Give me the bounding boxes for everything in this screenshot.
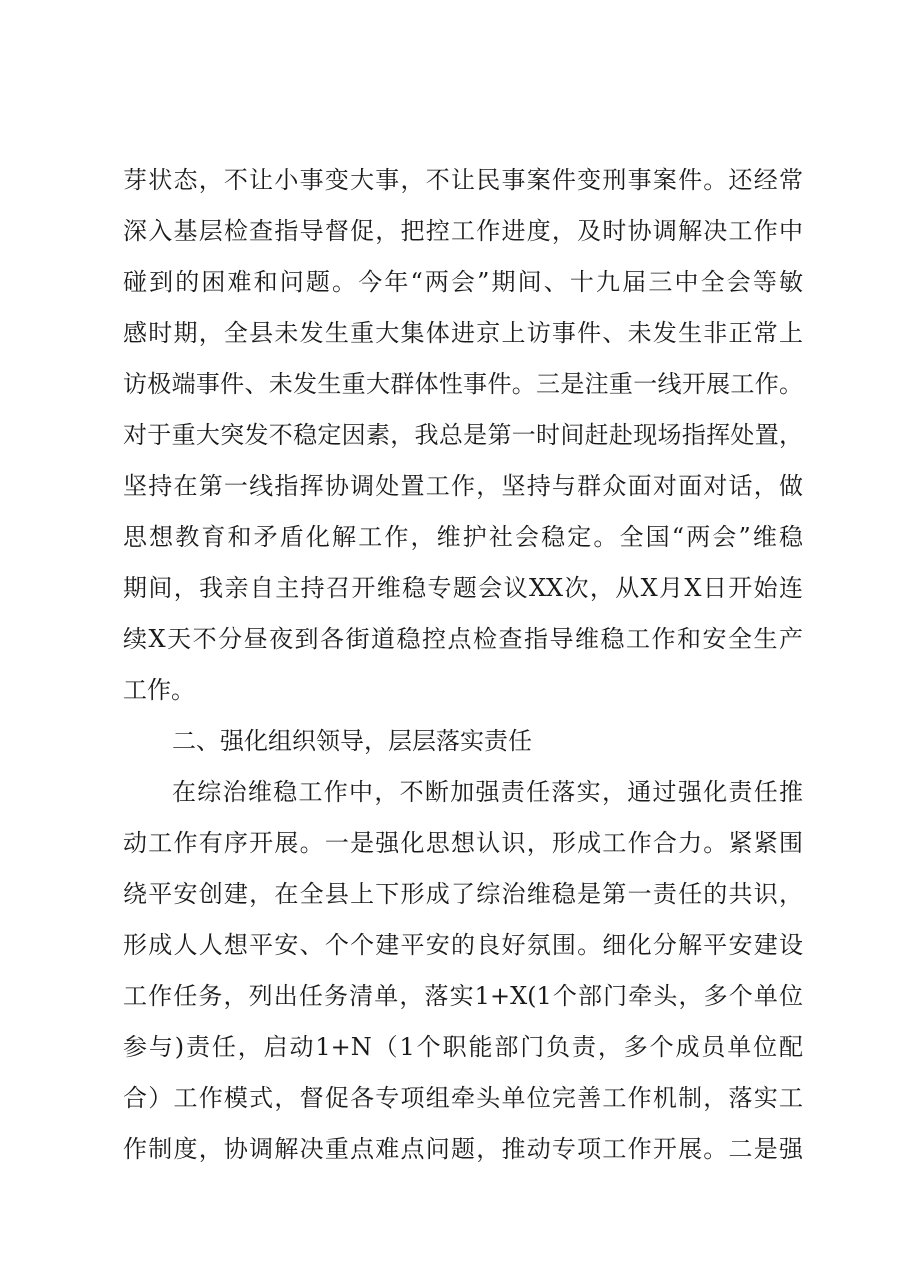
text-line: 工作任务，列出任务清单，落实1+X(1个部门牵头，多个单位 <box>123 982 803 1010</box>
text-line: 期间，我亲自主持召开维稳专题会议XX次，从X月X日开始连 <box>123 574 803 602</box>
text-line: 续X天不分昼夜到各街道稳控点检查指导维稳工作和安全生产 <box>123 625 803 653</box>
text-line: 坚持在第一线指挥协调处置工作，坚持与群众面对面对话，做 <box>123 472 803 500</box>
text-line: 思想教育和矛盾化解工作，维护社会稳定。全国“两会”维稳 <box>123 523 803 551</box>
text-line: 动工作有序开展。一是强化思想认识，形成工作合力。紧紧围 <box>123 829 803 857</box>
text-line: 参与)责任，启动1+N（1个职能部门负责，多个成员单位配 <box>123 1033 803 1061</box>
text-line: 形成人人想平安、个个建平安的良好氛围。细化分解平安建设 <box>123 931 803 959</box>
text-line: 访极端事件、未发生重大群体性事件。三是注重一线开展工作。 <box>123 370 803 398</box>
text-line: 在综治维稳工作中，不断加强责任落实，通过强化责任推 <box>172 778 803 806</box>
text-line: 感时期，全县未发生重大集体进京上访事件、未发生非正常上 <box>123 319 803 347</box>
text-line: 工作。 <box>123 676 195 704</box>
text-line: 合）工作模式，督促各专项组牵头单位完善工作机制，落实工 <box>123 1084 803 1112</box>
text-line: 碰到的困难和问题。今年“两会”期间、十九届三中全会等敏 <box>123 268 803 296</box>
text-line: 对于重大突发不稳定因素，我总是第一时间赶赴现场指挥处置， <box>123 421 803 449</box>
text-line: 芽状态，不让小事变大事，不让民事案件变刑事案件。还经常 <box>123 166 803 194</box>
section-heading: 二、强化组织领导，层层落实责任 <box>172 727 532 755</box>
text-line: 作制度，协调解决重点难点问题，推动专项工作开展。二是强 <box>123 1135 803 1163</box>
text-line: 深入基层检查指导督促，把控工作进度，及时协调解决工作中 <box>123 217 803 245</box>
text-line: 绕平安创建，在全县上下形成了综治维稳是第一责任的共识， <box>123 880 803 908</box>
